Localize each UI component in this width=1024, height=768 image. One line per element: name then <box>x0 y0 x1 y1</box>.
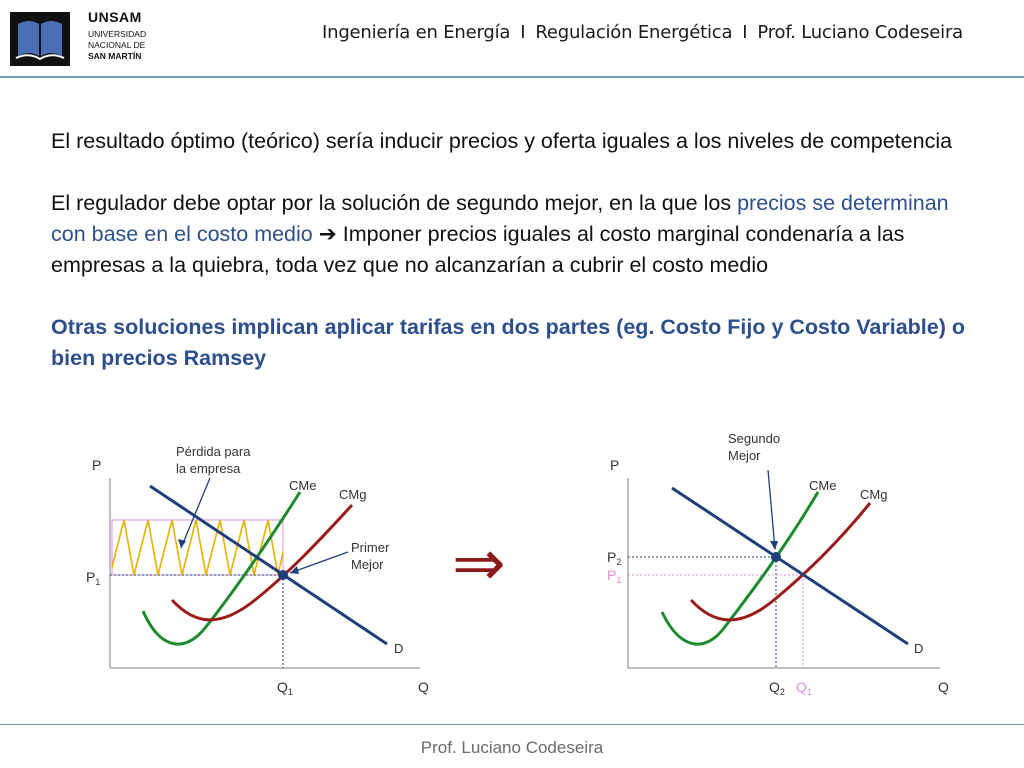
unsam-logo <box>10 9 155 68</box>
cmg-label: CMg <box>860 487 888 502</box>
demand-curve <box>672 488 908 644</box>
subject-name: Regulación Energética <box>535 22 733 43</box>
q2-label: $Q_2$ <box>769 679 785 697</box>
course-name: Ingeniería en Energía <box>322 22 511 43</box>
logo-line2: NACIONAL DE <box>88 40 146 50</box>
demand-label: D <box>394 641 404 656</box>
second-best-annotation: Segundo Mejor <box>728 431 781 463</box>
second-best-point <box>771 552 781 562</box>
loss-arrow <box>181 478 210 548</box>
q1-label: $Q_1$ <box>277 679 293 697</box>
p2-label: $P_2$ <box>607 549 622 567</box>
y-axis-label: P <box>610 457 620 473</box>
professor-name: Prof. Luciano Codeseira <box>757 22 963 43</box>
p1-label: $P_1$ <box>607 567 622 585</box>
logo-name: UNSAM <box>88 9 142 25</box>
p1-label: $P_1$ <box>86 569 101 587</box>
header-title <box>322 22 963 43</box>
y-axis-label: P <box>92 457 102 473</box>
x-axis-label: Q <box>938 679 949 695</box>
paragraph-2: El regulador debe optar por la solución de segundo mejor, en la que los precios se determinan con base en el costo medio ➔ Imponer precios iguales al costo marginal condenaría a las empresas a la quiebra, toda vez que no alcanzarían a cubrir el costo medio <box>51 191 949 277</box>
q1-label: $Q_1$ <box>796 679 812 697</box>
arrow-icon: ➔ <box>318 222 337 246</box>
cme-label: CMe <box>289 478 317 493</box>
x-axis-label: Q <box>418 679 429 695</box>
demand-label: D <box>914 641 924 656</box>
paragraph-3: Otras soluciones implican aplicar tarifas en dos partes (eg. Costo Fijo y Costo Variable) o bien precios Ramsey <box>51 315 965 370</box>
logo-line1: UNIVERSIDAD <box>88 29 147 39</box>
second-best-arrow <box>768 470 775 549</box>
logo-line3: SAN MARTÍN <box>88 51 142 61</box>
footer-rule <box>0 724 1024 725</box>
first-best-annotation: Primer Mejor <box>351 540 390 572</box>
footer-text: Prof. Luciano Codeseira <box>420 738 604 757</box>
chart-second-best <box>600 420 960 705</box>
first-best-point <box>278 570 288 580</box>
logo-text <box>88 9 147 62</box>
title-separator: I <box>520 22 526 43</box>
highlight-text: precios se determinan con base en el costo medio <box>51 191 949 246</box>
cme-label: CMe <box>809 478 837 493</box>
chart-first-best <box>80 435 440 705</box>
paragraph-1: El resultado óptimo (teórico) sería inducir precios y oferta iguales a los niveles de competencia <box>51 129 953 153</box>
book-logo-icon <box>10 12 70 66</box>
cmg-label: CMg <box>339 487 367 502</box>
slide-content <box>51 126 981 405</box>
implies-arrow: ⇒ <box>452 527 506 601</box>
header-rule <box>0 76 1024 78</box>
title-separator: I <box>742 22 748 43</box>
loss-annotation: Pérdida para la empresa <box>176 444 251 476</box>
